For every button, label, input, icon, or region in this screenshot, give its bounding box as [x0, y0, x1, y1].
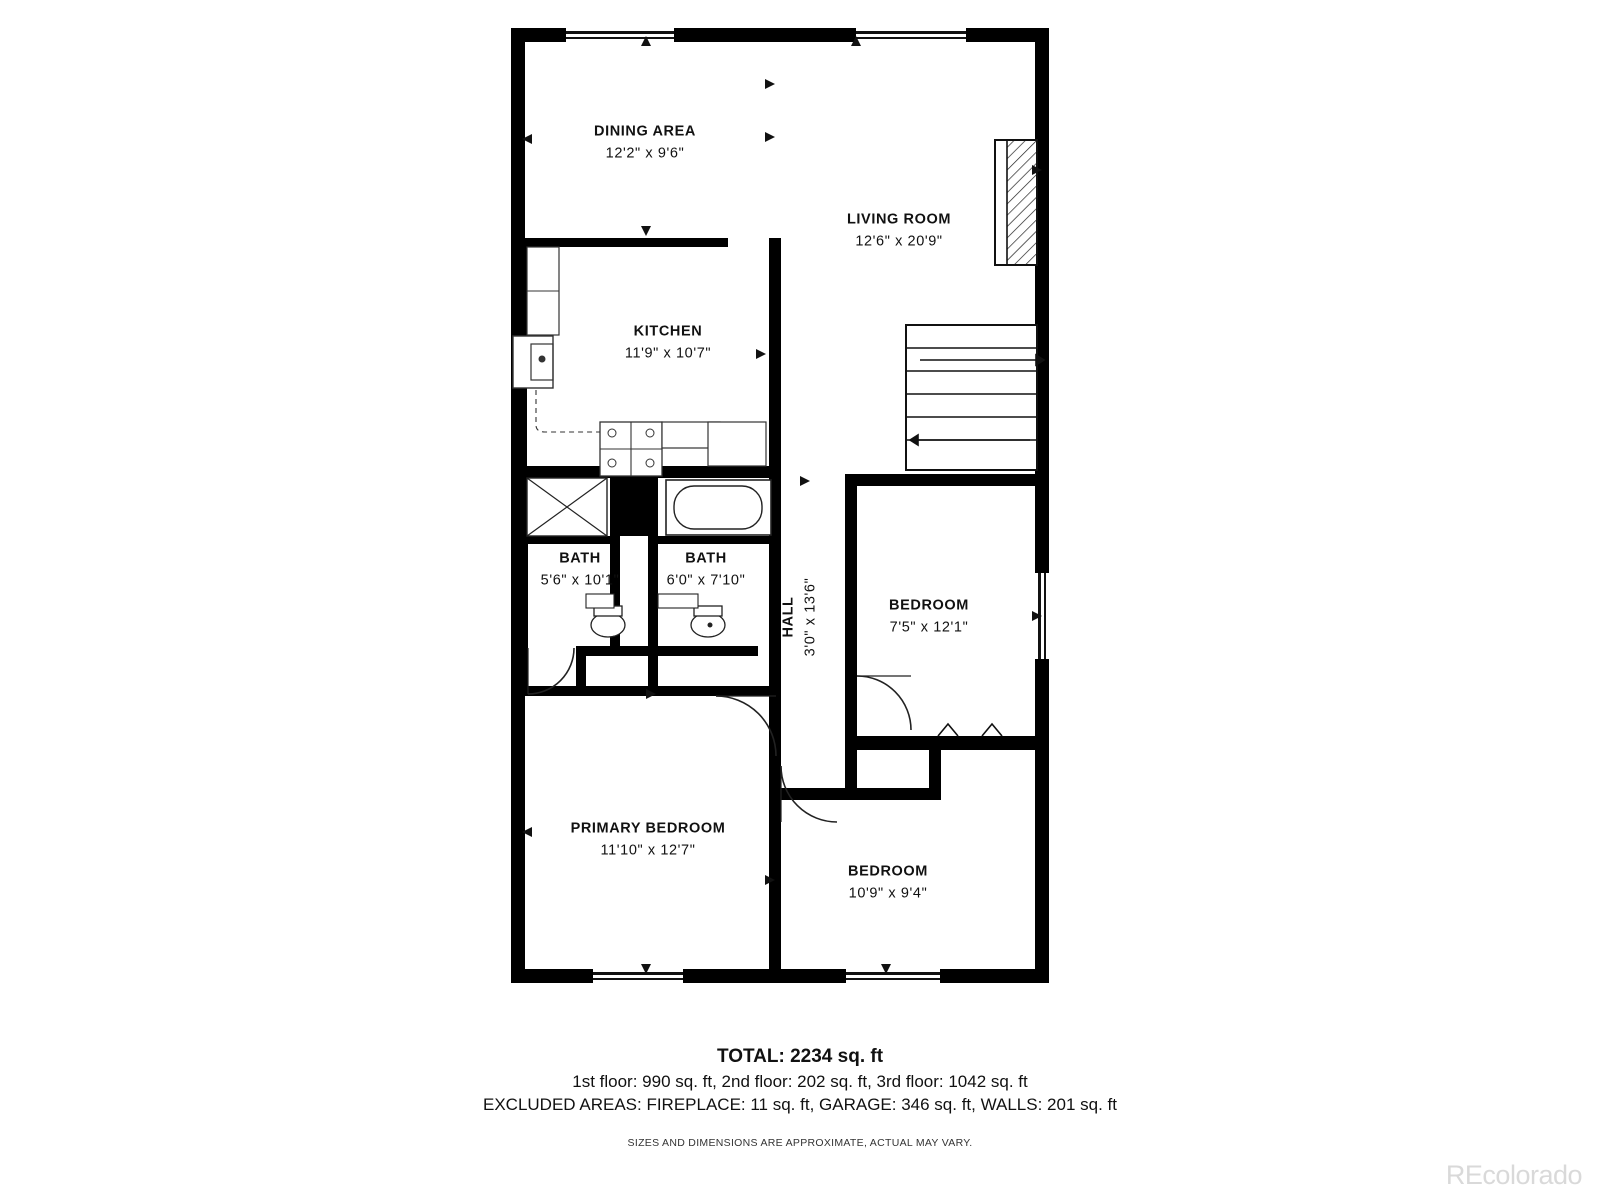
room-name: KITCHEN — [633, 323, 703, 340]
room-dims: 7'5" x 12'1" — [889, 620, 969, 636]
room-name: LIVING ROOM — [846, 211, 952, 228]
room-label-dining-area — [594, 121, 696, 166]
room-dims: 12'2" x 9'6" — [605, 146, 685, 162]
room-label-bath-2 — [667, 548, 746, 593]
room-dims: 5'6" x 10'1" — [540, 573, 620, 589]
total-area-text: TOTAL: 2234 sq. ft — [716, 1046, 884, 1067]
room-name: BEDROOM — [848, 863, 928, 880]
disclaimer-text: SIZES AND DIMENSIONS ARE APPROXIMATE, ACTUAL MAY VARY. — [627, 1137, 973, 1149]
room-name: BEDROOM — [889, 597, 969, 614]
room-label-primary-bedroom — [571, 818, 726, 863]
room-label-kitchen — [625, 321, 711, 366]
room-dims: 6'0" x 7'10" — [666, 573, 746, 589]
room-name: DINING AREA — [594, 123, 696, 140]
excluded-areas-text: EXCLUDED AREAS: FIREPLACE: 11 sq. ft, GARAGE: 346 sq. ft, WALLS: 201 sq. ft — [483, 1095, 1117, 1114]
room-name: PRIMARY BEDROOM — [570, 820, 726, 837]
fireplace — [995, 140, 1037, 265]
room-dims: 10'9" x 9'4" — [848, 886, 928, 902]
room-label-bath-1 — [541, 548, 620, 593]
staircase — [906, 325, 1044, 470]
room-name: HALL — [780, 596, 797, 638]
room-dims: 11'10" x 12'7" — [600, 843, 696, 859]
room-label-bedroom-2 — [848, 861, 928, 906]
room-label-bedroom-1 — [889, 595, 969, 640]
room-label-living-room — [847, 209, 951, 254]
room-dims: 3'0" x 13'6" — [803, 577, 819, 657]
room-name: BATH — [559, 550, 601, 567]
closet-indicators — [938, 724, 1002, 736]
room-name: BATH — [685, 550, 727, 567]
recolorado-watermark: REcolorado — [1445, 1160, 1582, 1190]
room-dims: 12'6" x 20'9" — [855, 234, 943, 250]
room-label-hall — [778, 578, 823, 657]
area-summary — [0, 1046, 1600, 1149]
room-dims: 11'9" x 10'7" — [624, 346, 712, 362]
floor-breakdown-text: 1st floor: 990 sq. ft, 2nd floor: 202 sq. ft, 3rd floor: 1042 sq. ft — [572, 1072, 1028, 1091]
